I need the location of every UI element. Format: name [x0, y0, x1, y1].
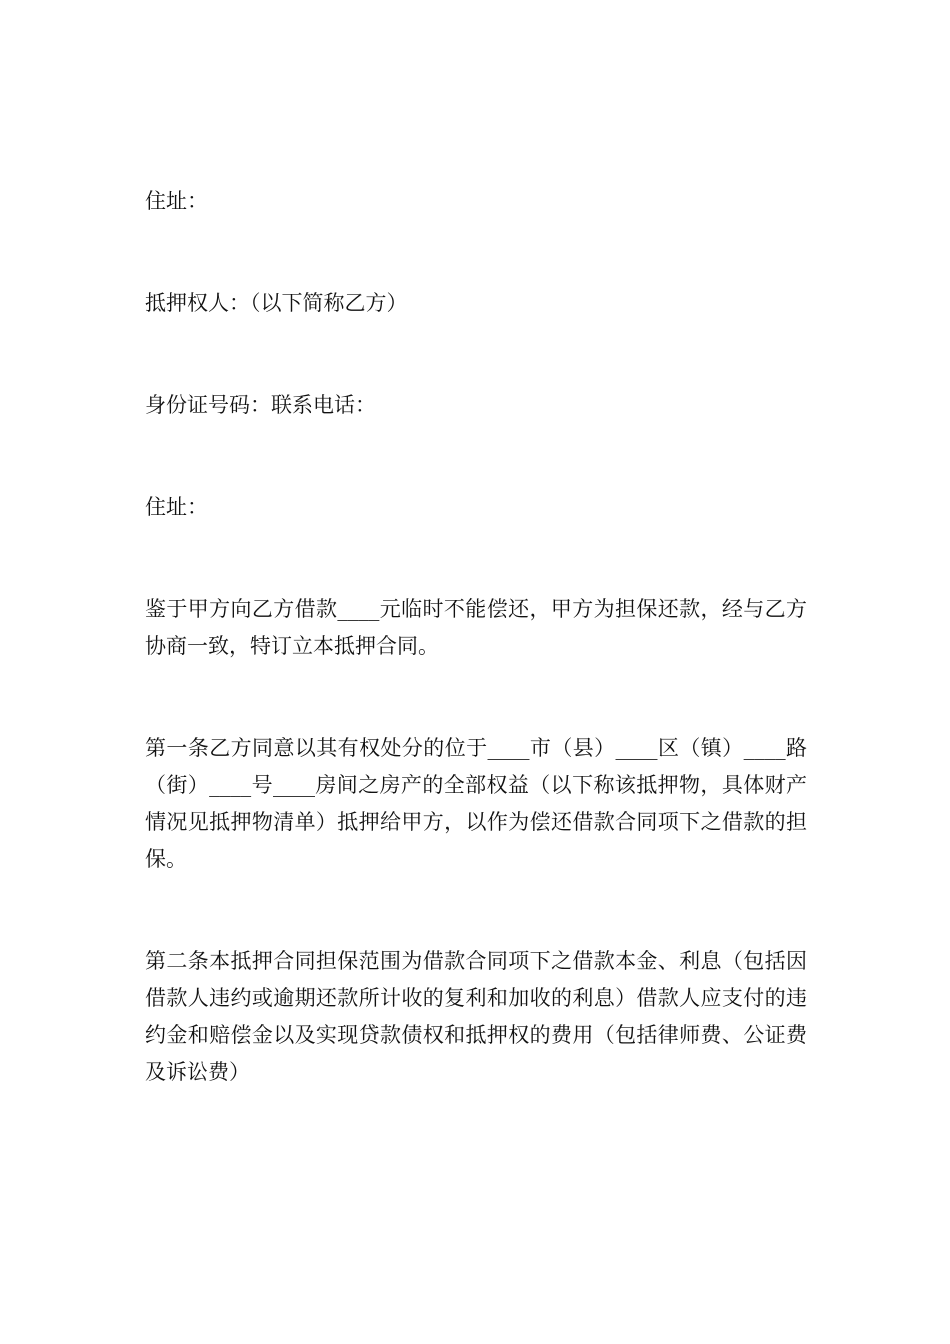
- article-one-paragraph: 第一条乙方同意以其有权处分的位于____市（县）____区（镇）____路（街）____号____房间之房产的全部权益（以下称该抵押物，具体财产情况见抵押物清单）抵押给甲方，以作为偿还借款合同项下之借款的担保。: [145, 736, 807, 871]
- id-phone-line: 身份证号码：联系电话：: [145, 393, 376, 417]
- mortgagee-line: 抵押权人：（以下简称乙方）: [145, 291, 408, 315]
- document-body: [145, 183, 807, 1091]
- mortgagor-address-line: 住址：: [145, 189, 208, 213]
- article-two-paragraph: 第二条本抵押合同担保范围为借款合同项下之借款本金、利息（包括因借款人违约或逾期还款所计收的复利和加收的利息）借款人应支付的违约金和赔偿金以及实现贷款债权和抵押权的费用（包括律师费、公证费及诉讼费）: [145, 949, 807, 1084]
- mortgagee-address-line: 住址：: [145, 495, 208, 519]
- preamble-paragraph: 鉴于甲方向乙方借款____元临时不能偿还，甲方为担保还款，经与乙方协商一致，特订立本抵押合同。: [145, 597, 807, 658]
